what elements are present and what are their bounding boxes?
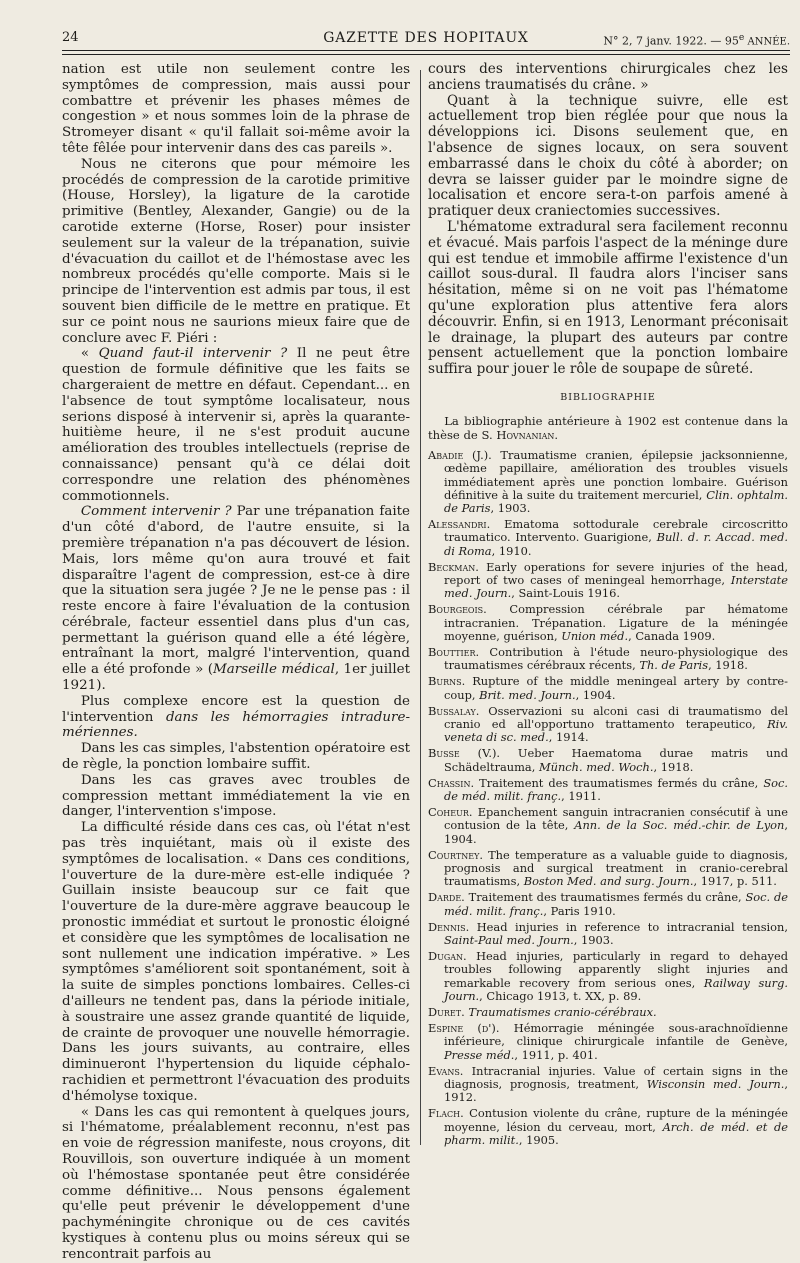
paragraph	[62, 346, 410, 504]
reference-text: The temperature as a valuable guide to diagnosis, prognosis and surgical treatment in cranio-cerebral traumatisms,	[444, 847, 788, 889]
paragraph: nation est utile non seulement contre les symptômes de compression, mais aussi pour combattre et prévenir les phases mêmes de congestion » et nous sommes loin de la phrase de Stromeyer disant « qu'il fallait soi-même avoir la tête fêlée pour intervenir dans des cas pareils ».	[62, 62, 410, 156]
paragraph	[62, 504, 410, 694]
italic-text: Quand faut-il intervenir ?	[98, 346, 288, 362]
column-divider	[420, 70, 421, 1145]
reference-journal: Brit. med. Journ.	[479, 687, 576, 702]
bibliography-entry	[428, 806, 788, 846]
reference-author: Espine (d').	[428, 1021, 500, 1036]
reference-text: Compression cérébrale par hématome intracranien. Trépanation. Ligature de la méningée moyenne, guérison,	[444, 602, 788, 643]
reference-text: Contribution à l'étude neuro-physiologique des traumatismes cérébraux récents,	[444, 644, 788, 673]
reference-details: , Saint-Louis 1916.	[511, 586, 620, 601]
reference-details: , 1903.	[490, 500, 531, 515]
bibliography-entry	[428, 675, 788, 701]
journal-title: GAZETTE DES HOPITAUX	[323, 30, 529, 46]
reference-details: , 1910.	[491, 543, 532, 558]
reference-author: Duret.	[428, 1005, 465, 1020]
reference-journal: Saint-Paul med. Journ.	[444, 933, 574, 948]
reference-details: , 1903.	[573, 933, 614, 948]
reference-details: , 1918.	[653, 759, 694, 774]
reference-details: , Canada 1909.	[628, 628, 716, 643]
reference-text: Epanchement sanguin intracranien consécutif à une contusion de la tête,	[444, 805, 788, 833]
bibliography-entry	[428, 1006, 788, 1019]
bibliography-entry	[428, 1022, 788, 1062]
paragraph: La difficulté réside dans ces cas, où l'état n'est pas très inquiétant, mais où il existe des symptômes de localisation. « Dans ces conditions, l'ouverture de la dure-mère est-elle indiquée ? Guillain insiste beaucoup sur ce fait que l'ouverture de la dure-mère aggrave beaucoup le pronostic immédiat et surtout le pronostic éloigné et considère que les symptômes de localisation ne sont nullement une indication impérative. » Les symptômes s'améliorent soit spontanément, soit à la suite de simples ponctions lombaires. Celles-ci d'ailleurs ne tendent pas, dans la période initiale, à soustraire une assez grande quantité de liquide, de crainte de provoquer une nouvelle hémorragie. Dans les jours suivants, au contraire, elles diminueront l'hypertension du liquide céphalo-rachidien et permettront l'évacuation des produits d'hémolyse toxique.	[62, 820, 410, 1104]
paragraph: L'hématome extradural sera facilement reconnu et évacué. Mais parfois l'aspect de la méninge dure qui est tendue et immobile affirme l'existence d'un caillot sous-dural. Il faudra alors l'inciser sans hésitation, même si on ne voit pas l'hématome qu'une exploration plus attentive fera alors découvrir. Enfin, si en 1913, Lenormant préconisait le drainage, la plupart des auteurs par contre pensent actuellement que la ponction lombaire suffira pour jouer le rôle de soupape de sûreté.	[428, 218, 788, 378]
reference-author: Abadie (J.).	[428, 448, 492, 463]
bibliography-entry	[428, 449, 788, 515]
reference-details: , 1918.	[708, 658, 748, 673]
reference-author: Bussalay.	[428, 703, 480, 718]
text: .	[554, 427, 559, 442]
reference-journal: Ann. de la Soc. méd.-chir. de Lyon	[574, 818, 785, 833]
reference-author: Darde.	[428, 890, 465, 905]
bibliography-entry	[428, 777, 788, 803]
reference-details: , 1905.	[518, 1132, 559, 1147]
text: Plus complexe encore est la question de l'intervention	[62, 693, 410, 725]
reference-author: Coheur.	[428, 805, 473, 820]
issue-info	[603, 32, 790, 48]
text: Par une trépanation faite d'un côté d'abord, de l'autre ensuite, si la première trépanation n'a pas découvert de lésion. Mais, lors même qu'on aura trouvé et fait disparaître l'agent de compression, est-ce à dire que la situation sera jugée ? Je ne le pense pas : il reste encore à faire l'évaluation de la contusion cérébrale, facteur essentiel dans plus d'un cas, permettant la guérison quand elle a été légère, entraînant la mort, malgré l'intervention, quand elle a été profonde » (	[62, 504, 410, 678]
reference-journal: Union méd.	[561, 628, 629, 643]
reference-journal: Presse méd.	[444, 1047, 515, 1062]
reference-details: , 1912.	[444, 1077, 788, 1105]
reference-journal: Interstate med. Journ.	[444, 572, 788, 601]
paragraph: Nous ne citerons que pour mémoire les procédés de compression de la carotide primitive (House, Horsley), la ligature de la carotide primitive (Bentley, Alexander, Gangie) ou de la carotide externe (Horse, Roser) pour insister seulement sur la valeur de la trépanation, suivie d'évacuation du caillot et de l'hémostase avec les nombreux procédés qu'elle comporte. Mais si le principe de l'intervention est admis par tous, il est souvent bien difficile de le mettre en pratique. Et sur ce point nous ne saurions mieux faire que de conclure avec F. Piéri :	[62, 156, 410, 346]
header-rule-thin	[62, 54, 790, 55]
reference-journal: Arch. de méd. et de pharm. milit.	[444, 1119, 788, 1147]
paragraph: cours des interventions chirurgicales chez les anciens traumatisés du crâne. »	[428, 61, 788, 93]
bibliography-heading: BIBLIOGRAPHIE	[560, 391, 656, 403]
bibliography-entry	[428, 705, 788, 745]
reference-journal: Clin. ophtalm. de Paris	[444, 487, 788, 515]
reference-details: , 1911, p. 401.	[514, 1047, 598, 1062]
bibliography-entry	[428, 1107, 788, 1147]
issue-tail: ANNÉE.	[744, 36, 790, 48]
reference-author: Burns.	[428, 674, 466, 689]
reference-details: , 1904.	[575, 687, 616, 702]
text: La bibliographie antérieure à 1902 est contenue dans la thèse de S.	[428, 413, 788, 442]
reference-text: Early operations for severe injuries of the head, report of two cases of meningeal hemorrhage,	[444, 559, 788, 587]
paragraph: Dans les cas graves avec troubles de compression mettant immédiatement la vie en danger, l'intervention s'impose.	[62, 772, 410, 820]
reference-journal: Soc. de méd. milit. franç.	[444, 890, 788, 918]
bibliography-list	[428, 449, 788, 1147]
reference-details: , Chicago 1913, t. XX, p. 89.	[479, 988, 642, 1003]
bibliography-intro	[428, 414, 788, 442]
paragraph: Quant à la technique suivre, elle est actuellement trop bien réglée pour que nous la développions ici. Disons seulement que, en l'absence de signes locaux, on sera souvent embarrassé dans le choix du côté à aborder; on devra se laisser guider par le moindre signe de localisation et encore sera-t-on parfois amené à pratiquer deux craniectomies successives.	[428, 92, 788, 220]
italic-text: dans les hémorragies intradure-mériennes.	[62, 709, 410, 741]
bibliography-entry	[428, 747, 788, 773]
page-number: 24	[62, 30, 79, 45]
bibliography-entry	[428, 603, 788, 643]
paragraph	[62, 694, 410, 741]
italic-text: Marseille médical	[213, 662, 335, 678]
reference-journal: Münch. med. Woch.	[538, 759, 654, 774]
reference-text: Contusion violente du crâne, rupture de la méningée moyenne, lésion du cerveau, mort,	[444, 1106, 788, 1134]
reference-journal: Traumatismes cranio-cérébraux.	[468, 1005, 657, 1020]
right-column	[428, 62, 788, 1157]
bibliography-entry	[428, 518, 788, 558]
reference-text: Traitement des traumatismes fermés du crâne,	[474, 775, 764, 790]
author-name: Hovnanian	[496, 427, 555, 442]
issue-date: N° 2, 7 janv. 1922. — 95	[603, 34, 739, 48]
reference-author: Dugan.	[428, 949, 467, 964]
reference-journal: Railway surg. Journ.	[444, 975, 788, 1003]
bibliography-entry	[428, 921, 788, 947]
reference-journal: Th. de Paris	[639, 658, 709, 673]
bibliography-entry	[428, 646, 788, 672]
reference-text: Hémorragie méningée sous-arachnoïdienne inférieure, clinique chirurgicale infantile de Genève,	[444, 1021, 788, 1049]
reference-journal: Wisconsin med. Journ.	[646, 1077, 785, 1092]
reference-details: , 1904.	[444, 818, 788, 846]
reference-author: Alessandri.	[428, 517, 491, 532]
reference-details: , 1917, p. 511.	[693, 874, 777, 889]
reference-journal: Boston Med. and surg. Journ.	[523, 874, 694, 889]
reference-text: Traitement des traumatismes fermés du crâne,	[464, 890, 746, 905]
reference-author: Flach.	[428, 1106, 464, 1121]
italic-text: Comment intervenir ?	[80, 504, 232, 520]
reference-details: , 1911.	[561, 789, 601, 804]
reference-author: Evans.	[428, 1063, 464, 1078]
reference-journal: Soc. de méd. milit. franç.	[444, 775, 788, 804]
paragraph: « Dans les cas qui remontent à quelques jours, si l'hématome, préalablement reconnu, n'est pas en voie de régression manifeste, nous croyons, dit Rouvillois, son ouverture indiquée à un moment où l'hémostase spontanée peut être considérée comme définitive... Nous pensons également qu'elle peut prévenir le développement d'une pachyméningite chronique ou de ces cavités kystiques à contenu plus ou moins séreux qui se rencontrait parfois au	[62, 1104, 410, 1262]
reference-details: , Paris 1910.	[543, 903, 616, 918]
text: «	[80, 346, 99, 362]
reference-text: Intracranial injuries. Value of certain signs in the diagnosis, prognosis, treatment,	[444, 1063, 788, 1092]
reference-author: Dennis.	[428, 919, 470, 934]
left-column	[62, 62, 411, 1262]
bibliography-entry	[428, 849, 788, 889]
bibliography-entry	[428, 561, 788, 601]
issue-sup: e	[738, 32, 745, 43]
bibliography-entry	[428, 891, 788, 917]
paragraph: Dans les cas simples, l'abstention opératoire est de règle, la ponction lombaire suffit.	[62, 741, 410, 773]
reference-details: , 1914.	[548, 730, 589, 745]
bibliography-entry	[428, 950, 788, 1003]
text: Il ne peut être question de formule définitive que les faits se chargeraient de mettre en défaut. Cependant... en l'absence de tout symptôme localisateur, nous serions disposé à intervenir si, après la quarante-huitième heure, il ne s'est produit aucune amélioration des troubles intellectuels (reprise de connaissance) pensant qu'à ce délai doit correspondre une relation des phénomènes commotionnels.	[62, 346, 410, 504]
text: , 1er juillet 1921).	[62, 662, 411, 694]
reference-text: Ematoma sottodurale cerebrale circoscritto traumatico. Intervento. Guarigione,	[444, 517, 788, 545]
reference-text: Osservazioni su alconi casi di traumatismo del cranio ed all'opportuno trattamento terapeutico,	[444, 703, 788, 731]
reference-text: Ueber Haematoma durae matris und Schädeltrauma,	[444, 746, 788, 774]
reference-author: Bouttier.	[428, 644, 480, 659]
reference-journal: Riv. veneta di sc. med.	[444, 717, 788, 745]
reference-text: Head injuries, particularly in regard to dehayed troubles following apparently slight injuries and remarkable recovery from serious ones,	[444, 949, 788, 990]
reference-author: Courtney.	[428, 847, 483, 862]
reference-text: Traumatisme cranien, épilepsie jacksonnienne, œdème papillaire, amélioration des troubles visuels immédiatement après une ponction lombaire. Guérison définitive à la suite du traitement mercuriel,	[444, 448, 789, 502]
page-header	[62, 26, 790, 48]
reference-author: Busse (V.).	[428, 746, 501, 761]
reference-text: Head injuries in reference to intracranial tension,	[469, 919, 788, 934]
reference-author: Chassin.	[428, 775, 475, 790]
bibliography-entry	[428, 1065, 788, 1105]
reference-text: Rupture of the middle meningeal artery by contre-coup,	[444, 674, 788, 702]
reference-journal: Bull. d. r. Accad. med. di Roma	[444, 530, 788, 558]
header-rule	[62, 50, 790, 51]
reference-author: Beckman.	[428, 559, 479, 574]
reference-author: Bourgeois.	[428, 602, 487, 617]
